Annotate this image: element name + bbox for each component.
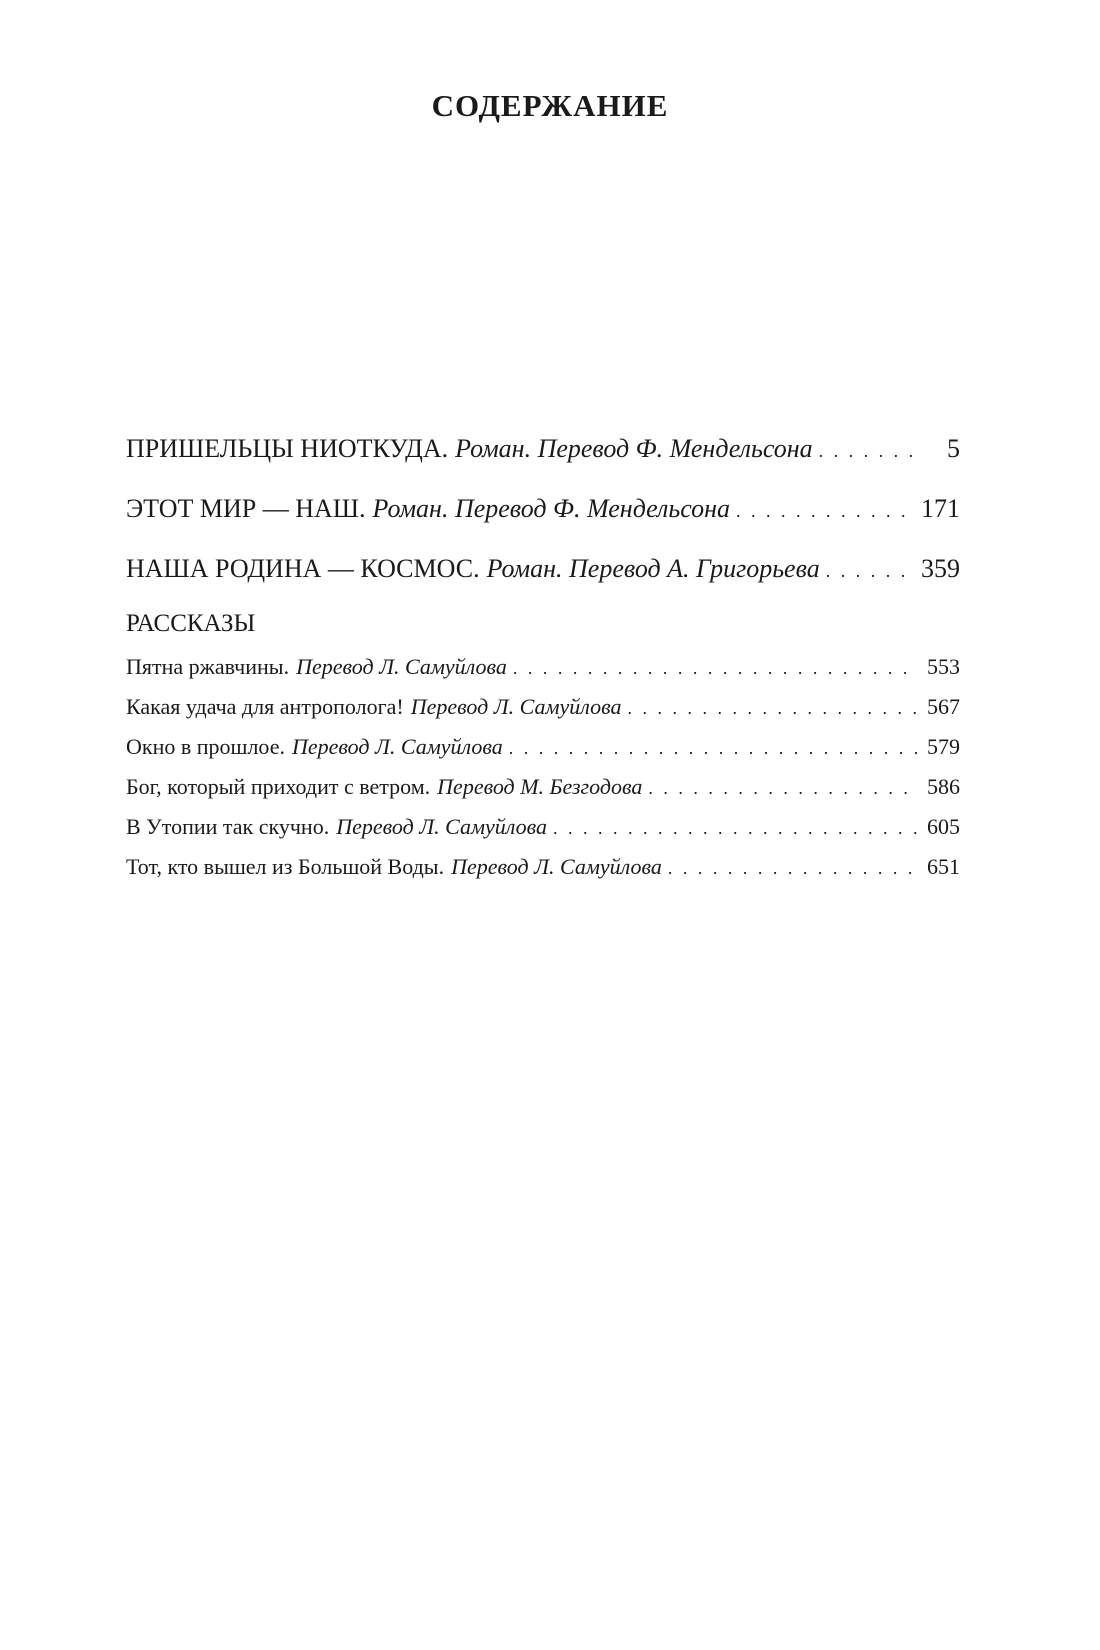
dot-leader — [819, 441, 918, 462]
entry-page-number: 553 — [927, 654, 960, 679]
entry-note: Перевод М. Безгодова — [437, 774, 643, 799]
toc-entry[interactable] — [126, 494, 960, 528]
toc-entry[interactable] — [126, 694, 960, 724]
entry-page-number: 359 — [921, 554, 960, 583]
dot-leader — [509, 738, 918, 759]
dot-leader — [553, 818, 918, 839]
dot-leader — [513, 658, 918, 679]
toc-entry[interactable] — [126, 734, 960, 764]
entry-title: ПРИШЕЛЬЦЫ НИОТКУДА. — [126, 434, 449, 463]
entry-title: В Утопии так скучно. — [126, 814, 330, 839]
entry-note: Перевод Л. Самуйлова — [451, 854, 662, 879]
entry-page-number: 5 — [947, 434, 960, 463]
dot-leader — [648, 778, 918, 799]
entry-title: НАША РОДИНА — КОСМОС. — [126, 554, 480, 583]
entry-title: ЭТОТ МИР — НАШ. — [126, 494, 366, 523]
entry-page-number: 586 — [927, 774, 960, 799]
entry-note: Роман. Перевод Ф. Мендельсона — [455, 434, 813, 463]
section-heading-stories: РАССКАЗЫ — [126, 610, 256, 637]
entry-page-number: 579 — [927, 734, 960, 759]
toc-entry[interactable] — [126, 434, 960, 468]
entry-title: Бог, который приходит с ветром. — [126, 774, 431, 799]
entry-title: Тот, кто вышел из Большой Воды. — [126, 854, 445, 879]
toc-entry[interactable] — [126, 854, 960, 884]
entry-note: Перевод Л. Самуйлова — [336, 814, 548, 839]
dot-leader — [736, 501, 915, 522]
table-of-contents — [126, 434, 960, 894]
entry-title: Пятна ржавчины. — [126, 654, 290, 679]
entry-note: Роман. Перевод Ф. Мендельсона — [372, 494, 731, 523]
toc-entry[interactable] — [126, 814, 960, 844]
dot-leader — [628, 698, 918, 719]
entry-note: Перевод Л. Самуйлова — [410, 694, 622, 719]
entry-page-number: 651 — [927, 854, 960, 879]
entry-page-number: 171 — [921, 494, 960, 523]
page-title: СОДЕРЖАНИЕ — [431, 88, 669, 123]
toc-entry[interactable] — [126, 774, 960, 804]
entry-note: Роман. Перевод А. Григорьева — [486, 554, 820, 583]
entry-title: Окно в прошлое. — [126, 734, 285, 759]
entry-note: Перевод Л. Самуйлова — [291, 734, 503, 759]
entry-title: Какая удача для антрополога! — [126, 694, 404, 719]
entry-note: Перевод Л. Самуйлова — [296, 654, 507, 679]
toc-entry[interactable] — [126, 554, 960, 588]
dot-leader — [826, 561, 915, 582]
entry-page-number: 605 — [927, 814, 960, 839]
entry-page-number: 567 — [927, 694, 960, 719]
dot-leader — [668, 858, 918, 879]
toc-entry[interactable] — [126, 654, 960, 684]
